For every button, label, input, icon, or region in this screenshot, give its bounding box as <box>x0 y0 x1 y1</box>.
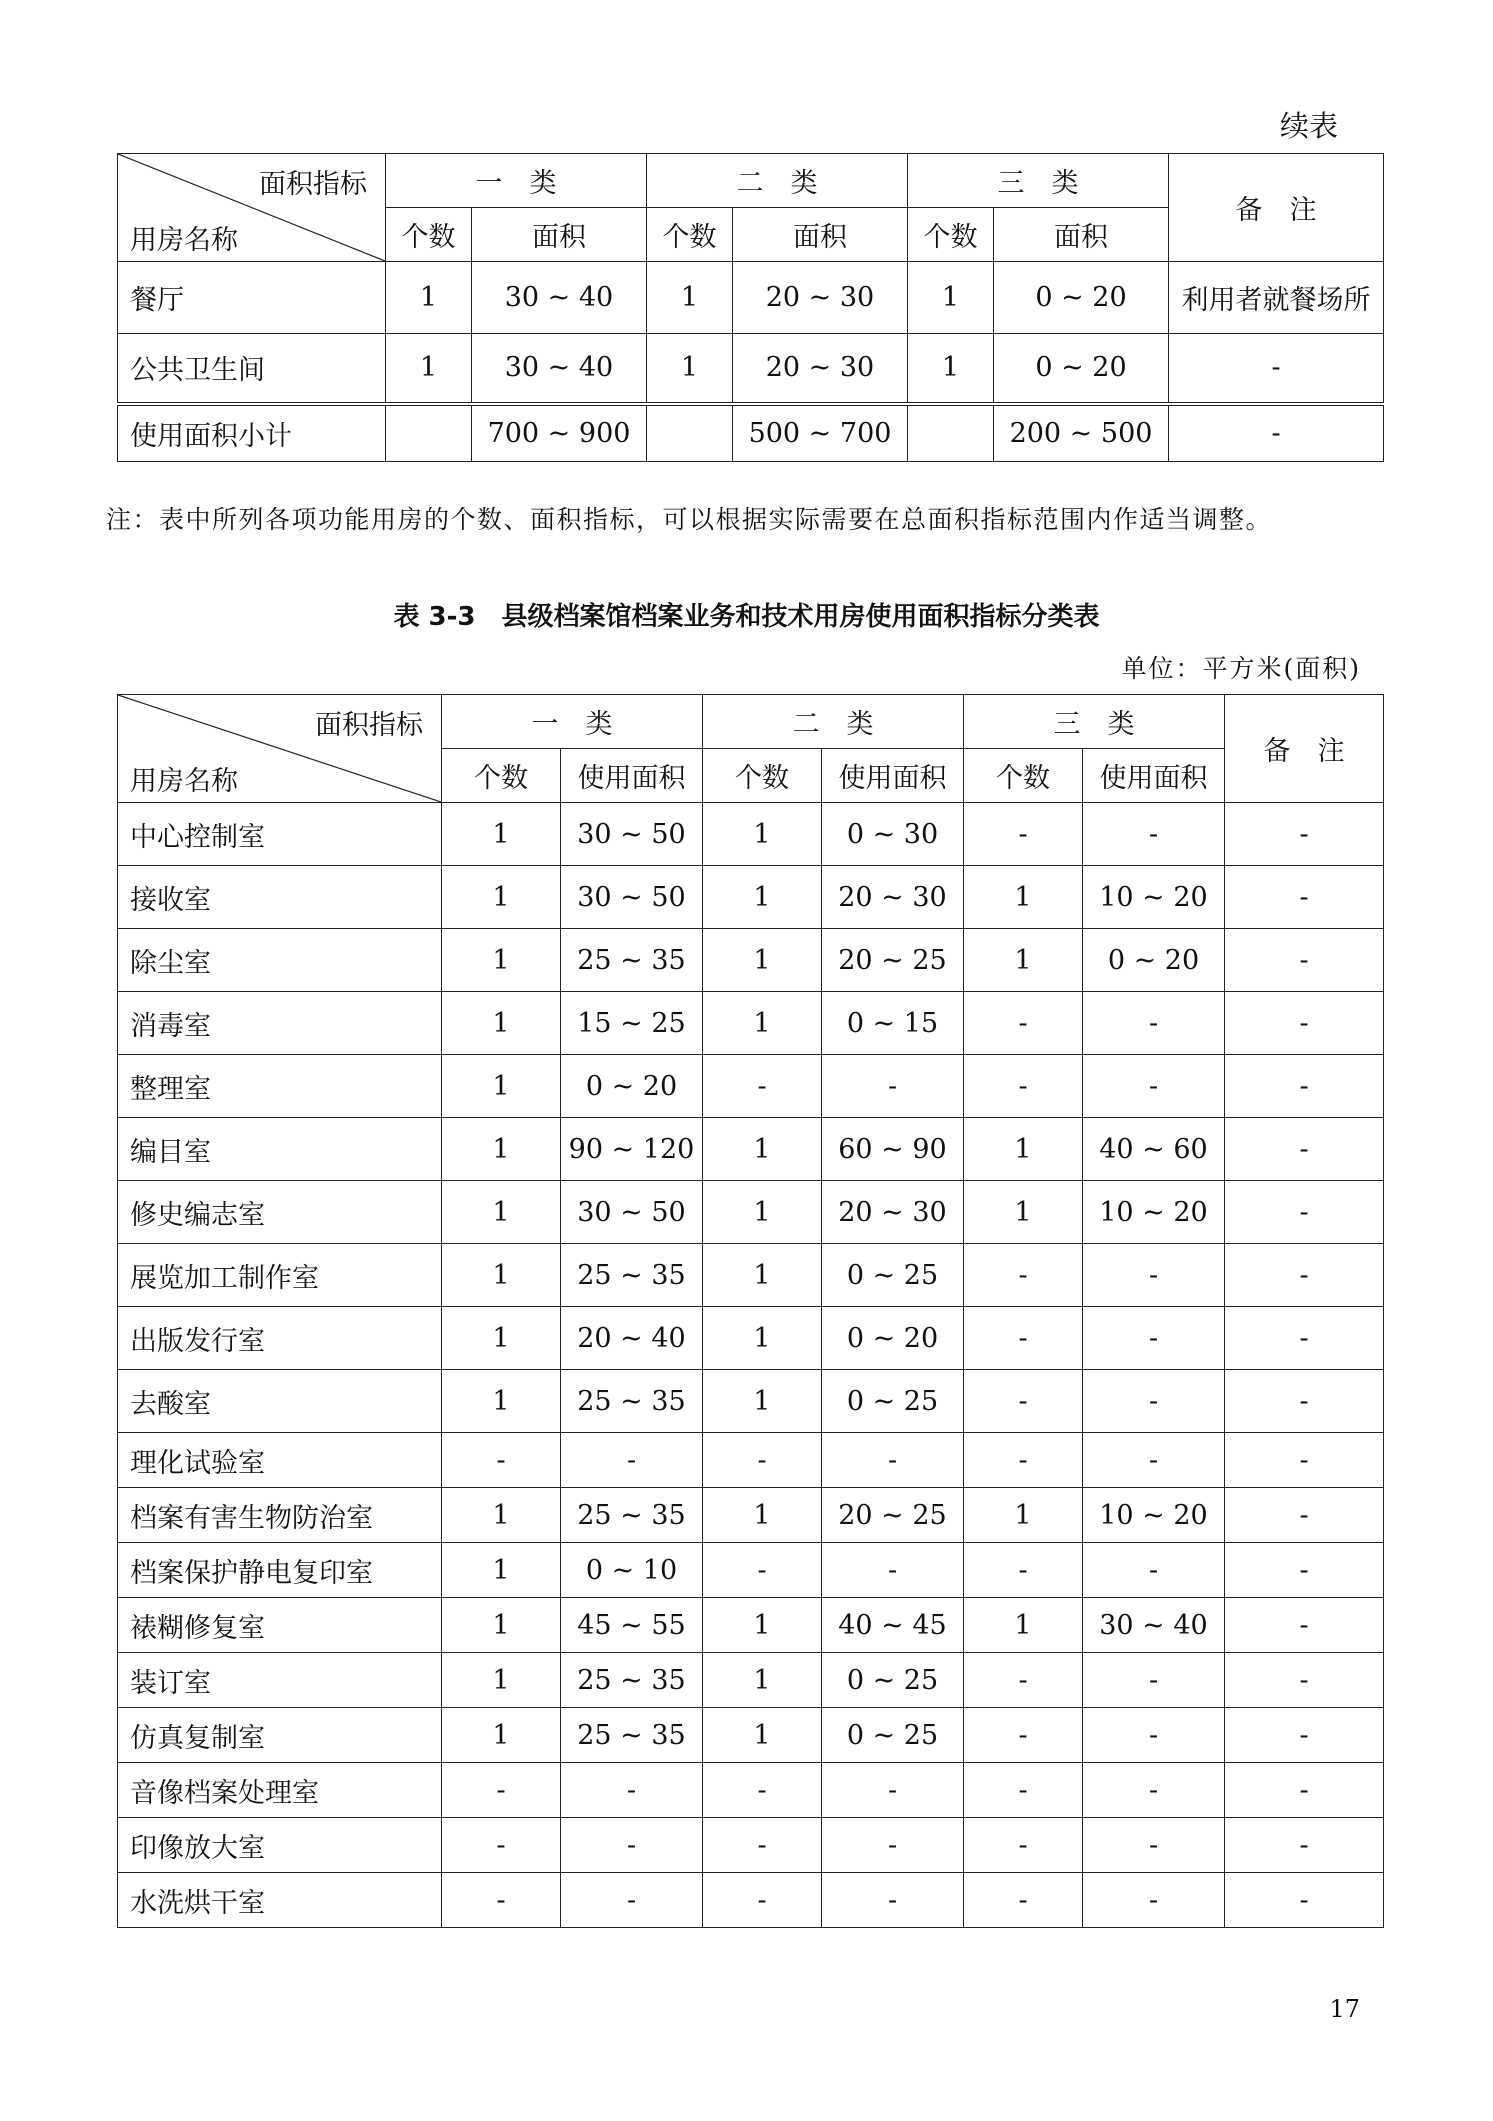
cell-c2n: 1 <box>703 803 822 866</box>
cell-c3n: 1 <box>964 1488 1083 1543</box>
cell-name: 公共卫生间 <box>118 334 386 404</box>
cell-note: - <box>1225 1055 1384 1118</box>
cell-c2n: 1 <box>703 1370 822 1433</box>
cell-note: - <box>1225 1873 1384 1928</box>
cell-c3a: - <box>1083 1818 1225 1873</box>
cell-c1n: 1 <box>442 1653 561 1708</box>
cell-c1n: 1 <box>442 1543 561 1598</box>
cell-c1a: 90 ~ 120 <box>561 1118 703 1181</box>
cell-c3n: - <box>964 1433 1083 1488</box>
cell-c1n: 1 <box>442 1488 561 1543</box>
cell-c2a: 20 ~ 30 <box>733 262 908 334</box>
cell-c2n: 1 <box>703 1307 822 1370</box>
header-room-name: 用房名称 <box>130 225 238 256</box>
cell-c1a: 45 ~ 55 <box>561 1598 703 1653</box>
cell-c2a: - <box>822 1055 964 1118</box>
table-row <box>118 334 1384 404</box>
table-3-3 <box>117 694 1384 1928</box>
cell-c3a: 0 ~ 20 <box>1083 929 1225 992</box>
cell-c1n: 1 <box>442 929 561 992</box>
continued-label: 续表 <box>1279 109 1338 143</box>
cell-note: - <box>1225 1708 1384 1763</box>
table-row <box>118 1653 1384 1708</box>
cell-name: 接收室 <box>118 866 442 929</box>
cell-c2n: 1 <box>703 1708 822 1763</box>
cell-c1a: 30 ~ 40 <box>472 334 647 404</box>
cell-name: 展览加工制作室 <box>118 1244 442 1307</box>
cell-note: - <box>1225 1244 1384 1307</box>
table-row <box>118 1433 1384 1488</box>
cell-c3a: 40 ~ 60 <box>1083 1118 1225 1181</box>
cell-c1n: 1 <box>442 1370 561 1433</box>
unit-label: 单位：平方米(面积) <box>1121 654 1361 683</box>
cell-name: 除尘室 <box>118 929 442 992</box>
header-class-3: 三 类 <box>908 154 1169 208</box>
table-row <box>118 1244 1384 1307</box>
table-title: 表 3-3 县级档案馆档案业务和技术用房使用面积指标分类表 <box>393 602 1100 632</box>
cell-c3a: - <box>1083 1055 1225 1118</box>
table-row <box>118 1307 1384 1370</box>
cell-c2a: 20 ~ 25 <box>822 929 964 992</box>
cell-c1a: 25 ~ 35 <box>561 929 703 992</box>
cell-note: - <box>1169 334 1384 404</box>
header-count: 个数 <box>442 749 561 803</box>
cell-c3n: - <box>964 1763 1083 1818</box>
cell-c3a: 10 ~ 20 <box>1083 1488 1225 1543</box>
cell-c2n: - <box>703 1433 822 1488</box>
table-row <box>118 1181 1384 1244</box>
cell-c2n: 1 <box>703 992 822 1055</box>
table-row <box>118 1055 1384 1118</box>
cell-c1a: 20 ~ 40 <box>561 1307 703 1370</box>
cell-c3n: - <box>964 992 1083 1055</box>
cell-c3n: 1 <box>964 1598 1083 1653</box>
cell-c3n <box>908 404 994 462</box>
cell-name: 仿真复制室 <box>118 1708 442 1763</box>
header-room-name: 用房名称 <box>130 766 238 797</box>
cell-c3a: - <box>1083 992 1225 1055</box>
cell-c3a: - <box>1083 1543 1225 1598</box>
cell-c3a: - <box>1083 803 1225 866</box>
cell-name: 装订室 <box>118 1653 442 1708</box>
cell-note: - <box>1225 1181 1384 1244</box>
cell-c2a: 0 ~ 30 <box>822 803 964 866</box>
cell-c2a: 20 ~ 30 <box>822 1181 964 1244</box>
cell-c3a: 0 ~ 20 <box>994 334 1169 404</box>
cell-c1n: 1 <box>442 1244 561 1307</box>
cell-note: - <box>1225 992 1384 1055</box>
cell-name: 去酸室 <box>118 1370 442 1433</box>
cell-c3n: - <box>964 1653 1083 1708</box>
cell-name: 印像放大室 <box>118 1818 442 1873</box>
cell-name: 理化试验室 <box>118 1433 442 1488</box>
cell-c1a: 0 ~ 10 <box>561 1543 703 1598</box>
cell-c1n: 1 <box>442 803 561 866</box>
header-count: 个数 <box>703 749 822 803</box>
header-area: 面积 <box>994 208 1169 262</box>
cell-c3a: - <box>1083 1370 1225 1433</box>
cell-name: 编目室 <box>118 1118 442 1181</box>
cell-c1a: - <box>561 1433 703 1488</box>
header-class-2: 二 类 <box>703 695 964 749</box>
table-note: 注：表中所列各项功能用房的个数、面积指标，可以根据实际需要在总面积指标范围内作适当调整。 <box>106 505 1273 534</box>
header-count: 个数 <box>908 208 994 262</box>
cell-c2a: 20 ~ 25 <box>822 1488 964 1543</box>
cell-c2n: 1 <box>647 334 733 404</box>
cell-c2a: 0 ~ 25 <box>822 1653 964 1708</box>
cell-c1n: 1 <box>442 1598 561 1653</box>
cell-name: 档案保护静电复印室 <box>118 1543 442 1598</box>
cell-c1a: 700 ~ 900 <box>472 404 647 462</box>
cell-note: - <box>1225 1543 1384 1598</box>
cell-c1a: 30 ~ 50 <box>561 803 703 866</box>
cell-note: - <box>1225 1488 1384 1543</box>
cell-name: 水洗烘干室 <box>118 1873 442 1928</box>
cell-c1a: 25 ~ 35 <box>561 1488 703 1543</box>
table-row <box>118 1118 1384 1181</box>
cell-name: 档案有害生物防治室 <box>118 1488 442 1543</box>
cell-c2a: 60 ~ 90 <box>822 1118 964 1181</box>
header-count: 个数 <box>647 208 733 262</box>
header-class-1: 一 类 <box>442 695 703 749</box>
cell-c3a: - <box>1083 1244 1225 1307</box>
header-area: 使用面积 <box>1083 749 1225 803</box>
header-area-indicator: 面积指标 <box>315 710 423 741</box>
table-row <box>118 1873 1384 1928</box>
cell-c2a: 40 ~ 45 <box>822 1598 964 1653</box>
cell-c3n: 1 <box>964 866 1083 929</box>
table-row <box>118 929 1384 992</box>
cell-c1a: - <box>561 1873 703 1928</box>
cell-note: - <box>1225 1818 1384 1873</box>
cell-c1a: 25 ~ 35 <box>561 1370 703 1433</box>
cell-c1n: 1 <box>386 334 472 404</box>
cell-c3n: - <box>964 1873 1083 1928</box>
cell-c2a: 20 ~ 30 <box>733 334 908 404</box>
cell-name: 出版发行室 <box>118 1307 442 1370</box>
cell-c2a: 20 ~ 30 <box>822 866 964 929</box>
cell-name: 使用面积小计 <box>118 404 386 462</box>
cell-name: 音像档案处理室 <box>118 1763 442 1818</box>
table-row <box>118 866 1384 929</box>
cell-c3a: 0 ~ 20 <box>994 262 1169 334</box>
cell-c1n: 1 <box>386 262 472 334</box>
cell-note: - <box>1225 803 1384 866</box>
table-row <box>118 1370 1384 1433</box>
cell-c2a: 0 ~ 15 <box>822 992 964 1055</box>
cell-c2a: - <box>822 1433 964 1488</box>
cell-c1n <box>386 404 472 462</box>
header-class-3: 三 类 <box>964 695 1225 749</box>
cell-c3n: - <box>964 1543 1083 1598</box>
header-class-1: 一 类 <box>386 154 647 208</box>
cell-note: - <box>1225 1433 1384 1488</box>
cell-c2a: - <box>822 1818 964 1873</box>
cell-c1a: 15 ~ 25 <box>561 992 703 1055</box>
cell-name: 餐厅 <box>118 262 386 334</box>
cell-c1n: - <box>442 1873 561 1928</box>
cell-c3n: - <box>964 1708 1083 1763</box>
cell-c2n: 1 <box>703 1653 822 1708</box>
diagonal-header-cell <box>118 154 386 262</box>
header-class-2: 二 类 <box>647 154 908 208</box>
cell-c2n: - <box>703 1543 822 1598</box>
cell-c2n: 1 <box>703 1244 822 1307</box>
table-row <box>118 404 1384 462</box>
cell-c2a: 0 ~ 25 <box>822 1708 964 1763</box>
cell-c3a: 200 ~ 500 <box>994 404 1169 462</box>
cell-c3a: - <box>1083 1873 1225 1928</box>
cell-c3n: 1 <box>908 262 994 334</box>
cell-c1n: 1 <box>442 1307 561 1370</box>
cell-c3n: - <box>964 1307 1083 1370</box>
cell-name: 整理室 <box>118 1055 442 1118</box>
cell-c2n: 1 <box>647 262 733 334</box>
cell-c2n: 1 <box>703 1598 822 1653</box>
cell-c3n: 1 <box>964 1118 1083 1181</box>
cell-c1n: - <box>442 1818 561 1873</box>
header-count: 个数 <box>386 208 472 262</box>
cell-c1a: - <box>561 1763 703 1818</box>
table-row <box>118 1543 1384 1598</box>
cell-c3a: - <box>1083 1708 1225 1763</box>
cell-c1a: 30 ~ 50 <box>561 1181 703 1244</box>
cell-c3a: - <box>1083 1653 1225 1708</box>
cell-c2n: 1 <box>703 1118 822 1181</box>
cell-name: 中心控制室 <box>118 803 442 866</box>
cell-c2n: 1 <box>703 929 822 992</box>
cell-c3n: 1 <box>908 334 994 404</box>
cell-c3n: - <box>964 803 1083 866</box>
cell-c3n: - <box>964 1370 1083 1433</box>
cell-c1a: 25 ~ 35 <box>561 1653 703 1708</box>
cell-c3n: - <box>964 1818 1083 1873</box>
cell-c3a: 10 ~ 20 <box>1083 866 1225 929</box>
table-row <box>118 1488 1384 1543</box>
header-area: 面积 <box>472 208 647 262</box>
cell-c1a: 30 ~ 40 <box>472 262 647 334</box>
cell-c1a: 0 ~ 20 <box>561 1055 703 1118</box>
cell-c3a: 30 ~ 40 <box>1083 1598 1225 1653</box>
cell-c3a: - <box>1083 1763 1225 1818</box>
table-row <box>118 1818 1384 1873</box>
header-area-indicator: 面积指标 <box>259 169 367 200</box>
cell-c2a: - <box>822 1873 964 1928</box>
table-1-continued <box>117 153 1384 462</box>
cell-note: - <box>1225 1307 1384 1370</box>
cell-c2a: - <box>822 1543 964 1598</box>
table-row <box>118 262 1384 334</box>
cell-c2n: 1 <box>703 1181 822 1244</box>
cell-name: 修史编志室 <box>118 1181 442 1244</box>
cell-c1n: 1 <box>442 866 561 929</box>
cell-c1n: 1 <box>442 1118 561 1181</box>
cell-c2a: 0 ~ 25 <box>822 1370 964 1433</box>
cell-note: - <box>1225 929 1384 992</box>
cell-c2a: 500 ~ 700 <box>733 404 908 462</box>
cell-c2n: - <box>703 1873 822 1928</box>
header-count: 个数 <box>964 749 1083 803</box>
cell-c2n: 1 <box>703 866 822 929</box>
header-remarks: 备 注 <box>1225 695 1384 803</box>
cell-c2a: 0 ~ 25 <box>822 1244 964 1307</box>
cell-name: 消毒室 <box>118 992 442 1055</box>
cell-c2a: - <box>822 1763 964 1818</box>
table-row <box>118 1763 1384 1818</box>
cell-note: - <box>1225 1118 1384 1181</box>
header-remarks: 备 注 <box>1169 154 1384 262</box>
cell-c1a: 25 ~ 35 <box>561 1244 703 1307</box>
table-row <box>118 1708 1384 1763</box>
table-row <box>118 803 1384 866</box>
cell-note: - <box>1225 1653 1384 1708</box>
cell-note: - <box>1225 866 1384 929</box>
cell-note: 利用者就餐场所 <box>1169 262 1384 334</box>
cell-c3a: - <box>1083 1433 1225 1488</box>
cell-c2a: 0 ~ 20 <box>822 1307 964 1370</box>
cell-c1a: 25 ~ 35 <box>561 1708 703 1763</box>
table-row <box>118 992 1384 1055</box>
cell-c1n: 1 <box>442 992 561 1055</box>
page-number: 17 <box>1329 1995 1360 2023</box>
header-area: 使用面积 <box>822 749 964 803</box>
cell-note: - <box>1225 1370 1384 1433</box>
cell-name: 裱糊修复室 <box>118 1598 442 1653</box>
cell-c3a: - <box>1083 1307 1225 1370</box>
cell-c3n: 1 <box>964 929 1083 992</box>
cell-c1n: 1 <box>442 1181 561 1244</box>
cell-c2n <box>647 404 733 462</box>
diagonal-header-cell <box>118 695 442 803</box>
cell-note: - <box>1169 404 1384 462</box>
cell-c1n: 1 <box>442 1055 561 1118</box>
header-area: 使用面积 <box>561 749 703 803</box>
cell-c2n: - <box>703 1055 822 1118</box>
cell-note: - <box>1225 1598 1384 1653</box>
cell-c1n: - <box>442 1763 561 1818</box>
cell-c3n: 1 <box>964 1181 1083 1244</box>
cell-c2n: - <box>703 1818 822 1873</box>
header-area: 面积 <box>733 208 908 262</box>
cell-note: - <box>1225 1763 1384 1818</box>
cell-c3n: - <box>964 1055 1083 1118</box>
cell-c2n: - <box>703 1763 822 1818</box>
table-row <box>118 1598 1384 1653</box>
cell-c1a: 30 ~ 50 <box>561 866 703 929</box>
cell-c3a: 10 ~ 20 <box>1083 1181 1225 1244</box>
cell-c3n: - <box>964 1244 1083 1307</box>
cell-c2n: 1 <box>703 1488 822 1543</box>
cell-c1n: - <box>442 1433 561 1488</box>
cell-c1n: 1 <box>442 1708 561 1763</box>
cell-c1a: - <box>561 1818 703 1873</box>
